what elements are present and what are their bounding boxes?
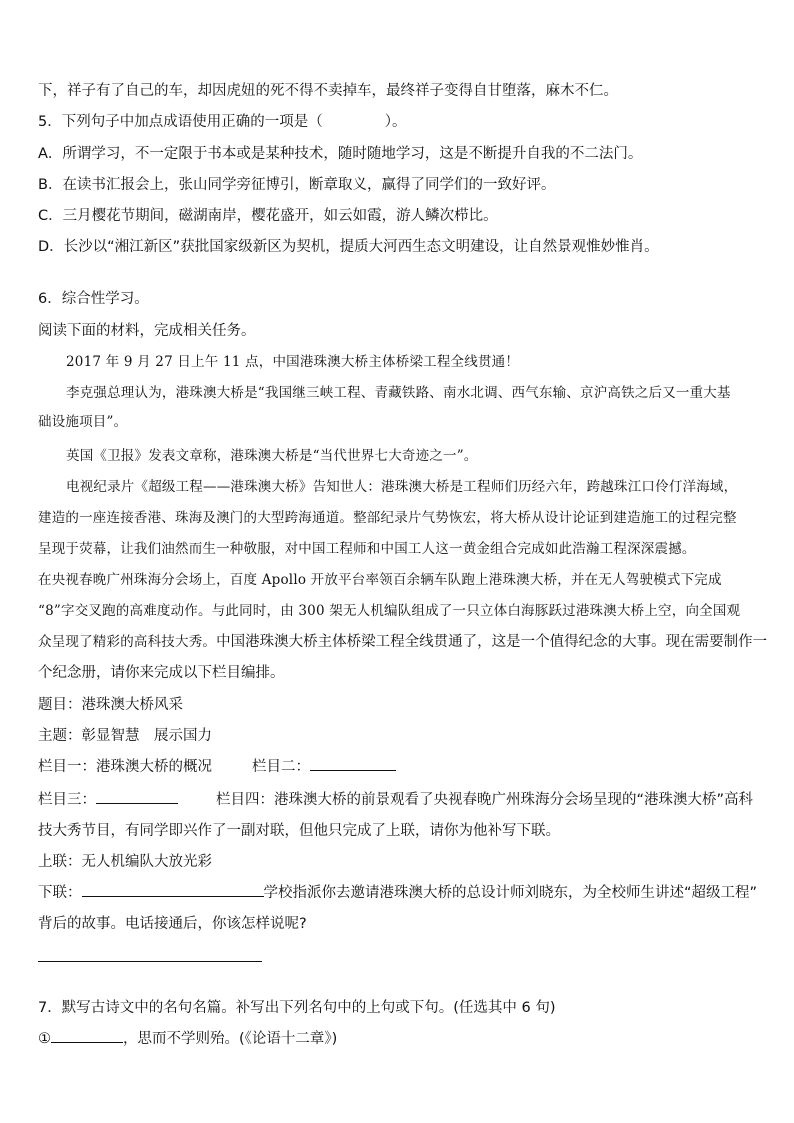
text-line: 下，祥子有了自己的车，却因虎妞的死不得不卖掉车，最终祥子变得自甘堕落，麻木不仁。 xyxy=(38,83,618,99)
answer-line[interactable] xyxy=(38,961,262,962)
material-line: “8”字交叉跑的高难度动作。与此同时，由 300 架无人机编队组成了一只立体白海豚跃过港珠澳大桥上空，向全国观 xyxy=(38,603,741,619)
question-5-stem-end: ）。 xyxy=(384,114,407,130)
column-3-blank[interactable] xyxy=(96,789,178,804)
fill-blank[interactable] xyxy=(51,1028,123,1043)
lower-couplet-label: 下联： xyxy=(38,885,82,901)
task-text: 技大秀节目，有同学即兴作了一副对联，但他只完成了上联，请你为他补写下联。 xyxy=(38,823,560,839)
option-c: C．三月樱花节期间，磁湖南岸，樱花盛开，如云如霞，游人鳞次栉比。 xyxy=(38,208,498,224)
material-line: 电视纪录片《超级工程——港珠澳大桥》告知世人：港珠澳大桥是工程师们历经六年，跨越珠江口伶仃洋海域， xyxy=(66,479,738,495)
lower-couplet-row xyxy=(38,882,764,904)
column-2-label: 栏目二： xyxy=(252,759,310,775)
theme-line: 主题：彰显智慧 展示国力 xyxy=(38,728,212,744)
option-d: D．长沙以“湘江新区”获批国家级新区为契机，提质大河西生态文明建设，让自然景观惟妙惟肖。 xyxy=(38,239,659,255)
column-2-blank[interactable] xyxy=(310,756,396,771)
task-text: 个纪念册，请你来完成以下栏目编排。 xyxy=(38,665,285,681)
column-4-row xyxy=(38,789,764,811)
material-line xyxy=(38,631,768,653)
column-4-text: 栏目四：港珠澳大桥的前景观看了央视春晚广州珠海分会场呈现的“港珠澳大桥”高科 xyxy=(216,792,754,808)
question-7-item-1 xyxy=(38,1028,764,1050)
columns-row xyxy=(38,756,764,778)
material-line-end: 众呈现了精彩的高科技大秀。 xyxy=(38,634,217,650)
item-number: ① xyxy=(38,1031,51,1047)
material-line: 建造的一座连接香港、珠海及澳门的大型跨海通道。整部纪录片气势恢宏，将大桥从设计论证到建造施工的过程完整 xyxy=(38,510,737,526)
lower-couplet-blank[interactable] xyxy=(82,882,264,897)
title-line: 题目：港珠澳大桥风采 xyxy=(38,697,183,713)
material-line: 呈现于荧幕，让我们油然而生一种敬服，对中国工程师和中国工人这一黄金组合完成如此浩瀚工程深深震撼。 xyxy=(38,541,696,557)
material-line: 李克强总理认为，港珠澳大桥是“我国继三峡工程、青藏铁路、南水北调、西气东输、京沪高铁之后又一重大基 xyxy=(66,385,731,401)
question-6-intro: 阅读下面的材料，完成相关任务。 xyxy=(38,323,256,339)
task-text: 学校指派你去邀请港珠澳大桥的总设计师刘晓东，为全校师生讲述“超级工程” xyxy=(263,885,758,901)
option-b: B．在读书汇报会上，张山同学旁征博引，断章取义，赢得了同学们的一致好评。 xyxy=(38,177,556,193)
material-line: 英国《卫报》发表文章称，港珠澳大桥是“当代世界七大奇迹之一”。 xyxy=(66,448,478,464)
upper-couplet: 上联：无人机编队大放光彩 xyxy=(38,854,212,870)
question-5-stem: 5．下列句子中加点成语使用正确的一项是（ xyxy=(38,114,323,130)
task-text: 中国港珠澳大桥主体桥梁工程全线贯通了，这是一个值得纪念的大事。现在需要制作一 xyxy=(216,634,768,650)
column-3-label: 栏目三： xyxy=(38,792,96,808)
question-7: 7．默写古诗文中的名句名篇。补写出下列名句中的上句或下句。(任选其中 6 句) xyxy=(38,1000,556,1016)
question-6: 6．综合性学习。 xyxy=(38,291,149,307)
item-text: ，思而不学则殆。(《论语十二章》) xyxy=(123,1031,338,1047)
question-5 xyxy=(38,111,764,133)
material-line: 础设施项目”。 xyxy=(38,414,128,430)
material-line: 2017 年 9 月 27 日上午 11 点，中国港珠澳大桥主体桥梁工程全线贯通！ xyxy=(66,354,520,370)
task-text: 背后的故事。电话接通后，你该怎样说呢? xyxy=(38,916,307,932)
option-a: A．所谓学习，不一定限于书本或是某种技术，随时随地学习，这是不断提升自我的不二法门。 xyxy=(38,146,643,162)
column-1: 栏目一：港珠澳大桥的概况 xyxy=(38,759,212,775)
material-line: 在央视春晚广州珠海分会场上，百度 Apollo 开放平台率领百余辆车队跑上港珠澳大桥，并在无人驾驶模式下完成 xyxy=(38,572,722,588)
